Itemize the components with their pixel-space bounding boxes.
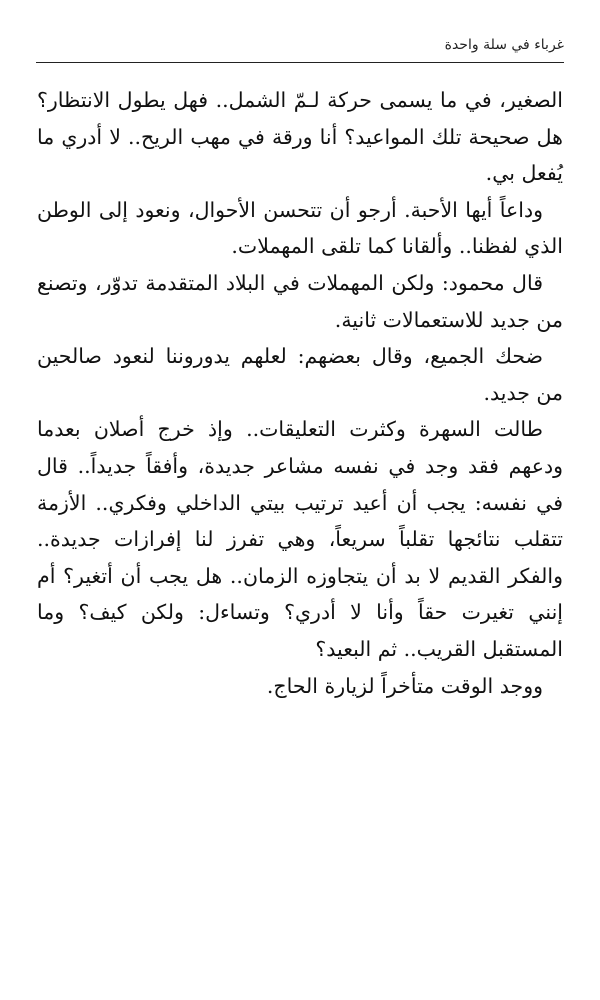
page-body xyxy=(37,82,563,704)
paragraph: وداعاً أيها الأحبة. أرجو أن تتحسن الأحوال، ونعود إلى الوطن الذي لفظنا.. وألقانا كما تلقى المهملات. xyxy=(37,197,563,259)
book-title: غرباء في سلة واحدة xyxy=(444,37,564,53)
paragraph: قال محمود: ولكن المهملات في البلاد المتقدمة تدوّر، وتصنع من جديد للاستعمالات ثانية. xyxy=(37,270,563,332)
running-header xyxy=(36,34,564,63)
paragraph: طالت السهرة وكثرت التعليقات.. وإذ خرج أصلان بعدما ودعهم فقد وجد في نفسه مشاعر جديدة، وأفقاً جديداً.. قال في نفسه: يجب أن أعيد ترتيب بيتي الداخلي وفكري.. الأزمة تتقلب نتائجها تقلباً سريعاً، وهي تفرز لنا إفرازات جديدة.. والفكر القديم لا بد أن يتجاوزه الزمان.. هل يجب أن أتغير؟ أم إنني تغيرت حقاً وأنا لا أدري؟ وتساءل: ولكن كيف؟ وما المستقبل القريب.. ثم البعيد؟ xyxy=(37,417,563,661)
paragraph: ضحك الجميع، وقال بعضهم: لعلهم يدوروننا لنعود صالحين من جديد. xyxy=(37,344,563,405)
paragraph: الصغير، في ما يسمى حركة لـمّ الشمل.. فهل يطول الانتظار؟ هل صحيحة تلك المواعيد؟ أنا ورقة في مهب الريح.. لا أدري ما يُفعل بي. xyxy=(37,88,563,186)
paragraph: ووجد الوقت متأخراً لزيارة الحاج. xyxy=(266,673,543,698)
